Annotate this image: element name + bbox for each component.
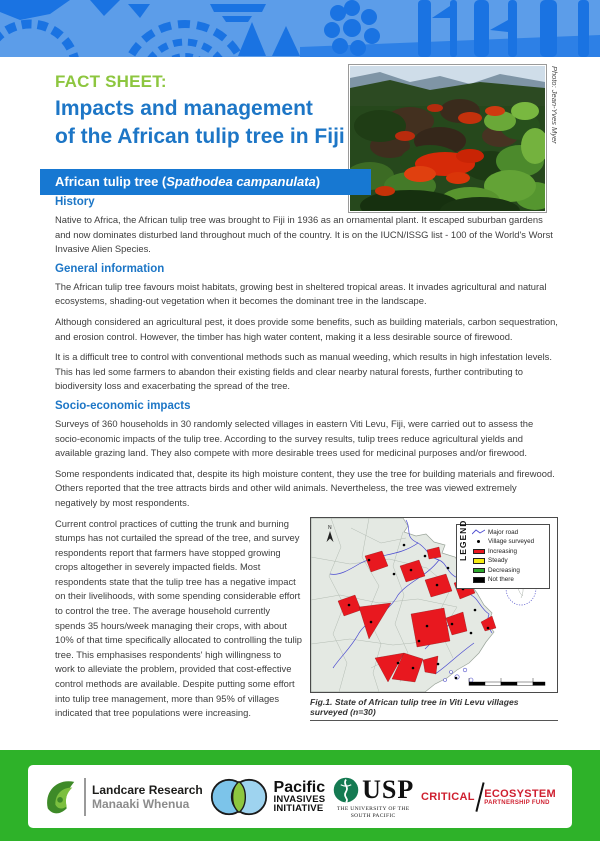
general-info-paragraph-3: It is a difficult tree to control with conventional methods such as manual weeding, which results in high infestation levels. This has led some farmers to abandon their existing fields and clear nearby natural forests, further contributing to biodiversity loss and exacerbating the spread of the tree. bbox=[55, 351, 552, 392]
title-line-1: Impacts and management bbox=[55, 97, 313, 120]
legend-label: Major road bbox=[488, 528, 519, 536]
map-figure bbox=[310, 517, 558, 721]
control-practices-column bbox=[55, 517, 302, 721]
title-line-2: of the African tulip tree in Fiji bbox=[55, 125, 345, 148]
socio-economic-paragraph-1: Surveys of 360 households in 30 randomly selected villages in eastern Viti Levu, Fiji, were carried out to assess the socio-economic impacts of the tulip tree. According to the survey results, tulip trees reduce agricultural yields and available grazing land. They also compete with more desirable trees used for medicinal purposes and/or firewood. bbox=[55, 417, 534, 459]
tapa-pattern-banner bbox=[0, 0, 600, 57]
svg-text:N: N bbox=[328, 524, 332, 531]
cepf-critical: CRITICAL bbox=[420, 790, 475, 803]
section-heading-history: History bbox=[55, 196, 95, 208]
species-bar-suffix: ) bbox=[315, 174, 321, 189]
species-scientific-name: Spathodea campanulata bbox=[166, 174, 316, 189]
legend-item-steady bbox=[472, 556, 546, 566]
increasing-swatch-icon bbox=[472, 549, 485, 555]
legend-label: Steady bbox=[488, 557, 508, 565]
koru-leaf-icon bbox=[44, 776, 78, 818]
logo-divider bbox=[84, 778, 86, 816]
pacific-invasives-initiative-logo bbox=[210, 774, 326, 820]
section-heading-general-information: General information bbox=[55, 262, 165, 275]
legend-label: Not there bbox=[488, 576, 514, 584]
usp-acronym: USP bbox=[362, 775, 415, 804]
legend-item-increasing bbox=[472, 547, 546, 557]
legend-label: Increasing bbox=[488, 547, 518, 555]
two-column-block bbox=[55, 517, 558, 721]
fact-sheet-kicker: FACT SHEET: bbox=[55, 72, 167, 91]
landcare-line-1: Landcare Research bbox=[92, 782, 203, 797]
legend-item-major-road bbox=[472, 528, 546, 538]
species-title-bar bbox=[40, 169, 371, 195]
cepf-ecosystem: ECOSYSTEM bbox=[484, 787, 556, 800]
usp-line-1: THE UNIVERSITY OF THE bbox=[336, 806, 410, 812]
figure-caption: Fig.1. State of African tulip tree in Viti Levu villages surveyed (n=30) bbox=[310, 693, 558, 721]
tapa-pattern-icon bbox=[0, 0, 600, 57]
page-title bbox=[55, 95, 345, 151]
not-there-swatch-icon bbox=[472, 577, 485, 583]
logo-tray bbox=[28, 765, 572, 828]
usp-line-2: SOUTH PACIFIC bbox=[350, 812, 396, 819]
control-practices-paragraph: Current control practices of cutting the trunk and burning stumps has not curtailed the spread of the tree, and survey respondents report that farmers have stopped growing crops altogether in severely impacted fields. Most respondents state that the tulip tree has a negative impact on their livelihoods, with some spending considerable effort to control the tree. The average household currently spends 35 hours/week managing their crops, with about 10% of that time specifically allocated to controlling the tulip tree. This emphasises respondents' high willingness to work to alleviate the problem, provided that cost-effective control methods are available. Despite putting some effort into tulip tree management, more than 95% of villages indicated that tree populations were increasing. bbox=[55, 517, 303, 719]
cepf-partnership-fund: PARTNERSHIP FUND bbox=[484, 799, 550, 806]
legend-item-village-surveyed bbox=[472, 537, 546, 547]
legend-item-not-there bbox=[472, 575, 546, 585]
pii-line-1: Pacific bbox=[273, 778, 326, 796]
major-road-line-icon bbox=[472, 529, 485, 535]
general-info-paragraph-2: Although considered an agricultural pest, it does provide some benefits, such as building materials, carbon sequestration, and erosion control. However, the timber has high water content, making it a less desirable source of firewood. bbox=[55, 315, 558, 342]
pii-line-2: INVASIVES bbox=[273, 793, 326, 805]
socio-economic-paragraph-2: Some respondents indicated that, despite its high moisture content, they use the tree for building materials and firewood. Others reported that the tree attracts birds and other wild animals. Nevertheless, the tree was viewed extremely negatively by most respondents. bbox=[55, 467, 555, 508]
species-bar-prefix: African tulip tree ( bbox=[55, 174, 167, 189]
footer-band bbox=[0, 750, 600, 841]
map-legend bbox=[456, 519, 550, 589]
cepf-slash-icon bbox=[475, 782, 484, 811]
pii-line-3: INITIATIVE bbox=[273, 803, 324, 814]
decreasing-swatch-icon bbox=[472, 568, 485, 574]
section-heading-socio-economic-impacts: Socio-economic impacts bbox=[55, 399, 191, 412]
village-dot-icon bbox=[472, 540, 485, 543]
history-paragraph: Native to Africa, the African tulip tree was brought to Fiji in 1936 as an ornamental plant. It escaped suburban gardens and now dominates disturbed land throughout much of the country. It is on the IUCN/ISSG list - 100 of the World's Worst Invasive Alien Species. bbox=[55, 214, 553, 255]
legend-title: LEGEND bbox=[458, 519, 468, 561]
forest-photo-icon bbox=[350, 66, 545, 211]
usp-emblem-icon bbox=[332, 774, 360, 806]
venn-circles-icon bbox=[210, 774, 268, 820]
steady-swatch-icon bbox=[472, 558, 485, 564]
legend-item-decreasing bbox=[472, 566, 546, 576]
viti-levu-map bbox=[310, 517, 558, 693]
landcare-research-logo bbox=[44, 776, 203, 818]
cepf-logo bbox=[421, 782, 556, 812]
general-info-paragraph-1: The African tulip tree favours moist habitats, growing best in sheltered tropical areas. It invades agricultural and natural ecosystems, shading-out vegetation when it becomes the dominant tree in the landscape. bbox=[55, 280, 547, 307]
landcare-line-2: Manaaki Whenua bbox=[92, 796, 190, 811]
photo-credit: Photo: Jean-Yves Myer bbox=[550, 66, 559, 144]
main-content bbox=[55, 196, 558, 721]
usp-logo bbox=[332, 774, 414, 819]
tulip-tree-photo bbox=[348, 64, 547, 213]
legend-label: Decreasing bbox=[488, 566, 520, 574]
legend-label: Village surveyed bbox=[488, 538, 535, 546]
